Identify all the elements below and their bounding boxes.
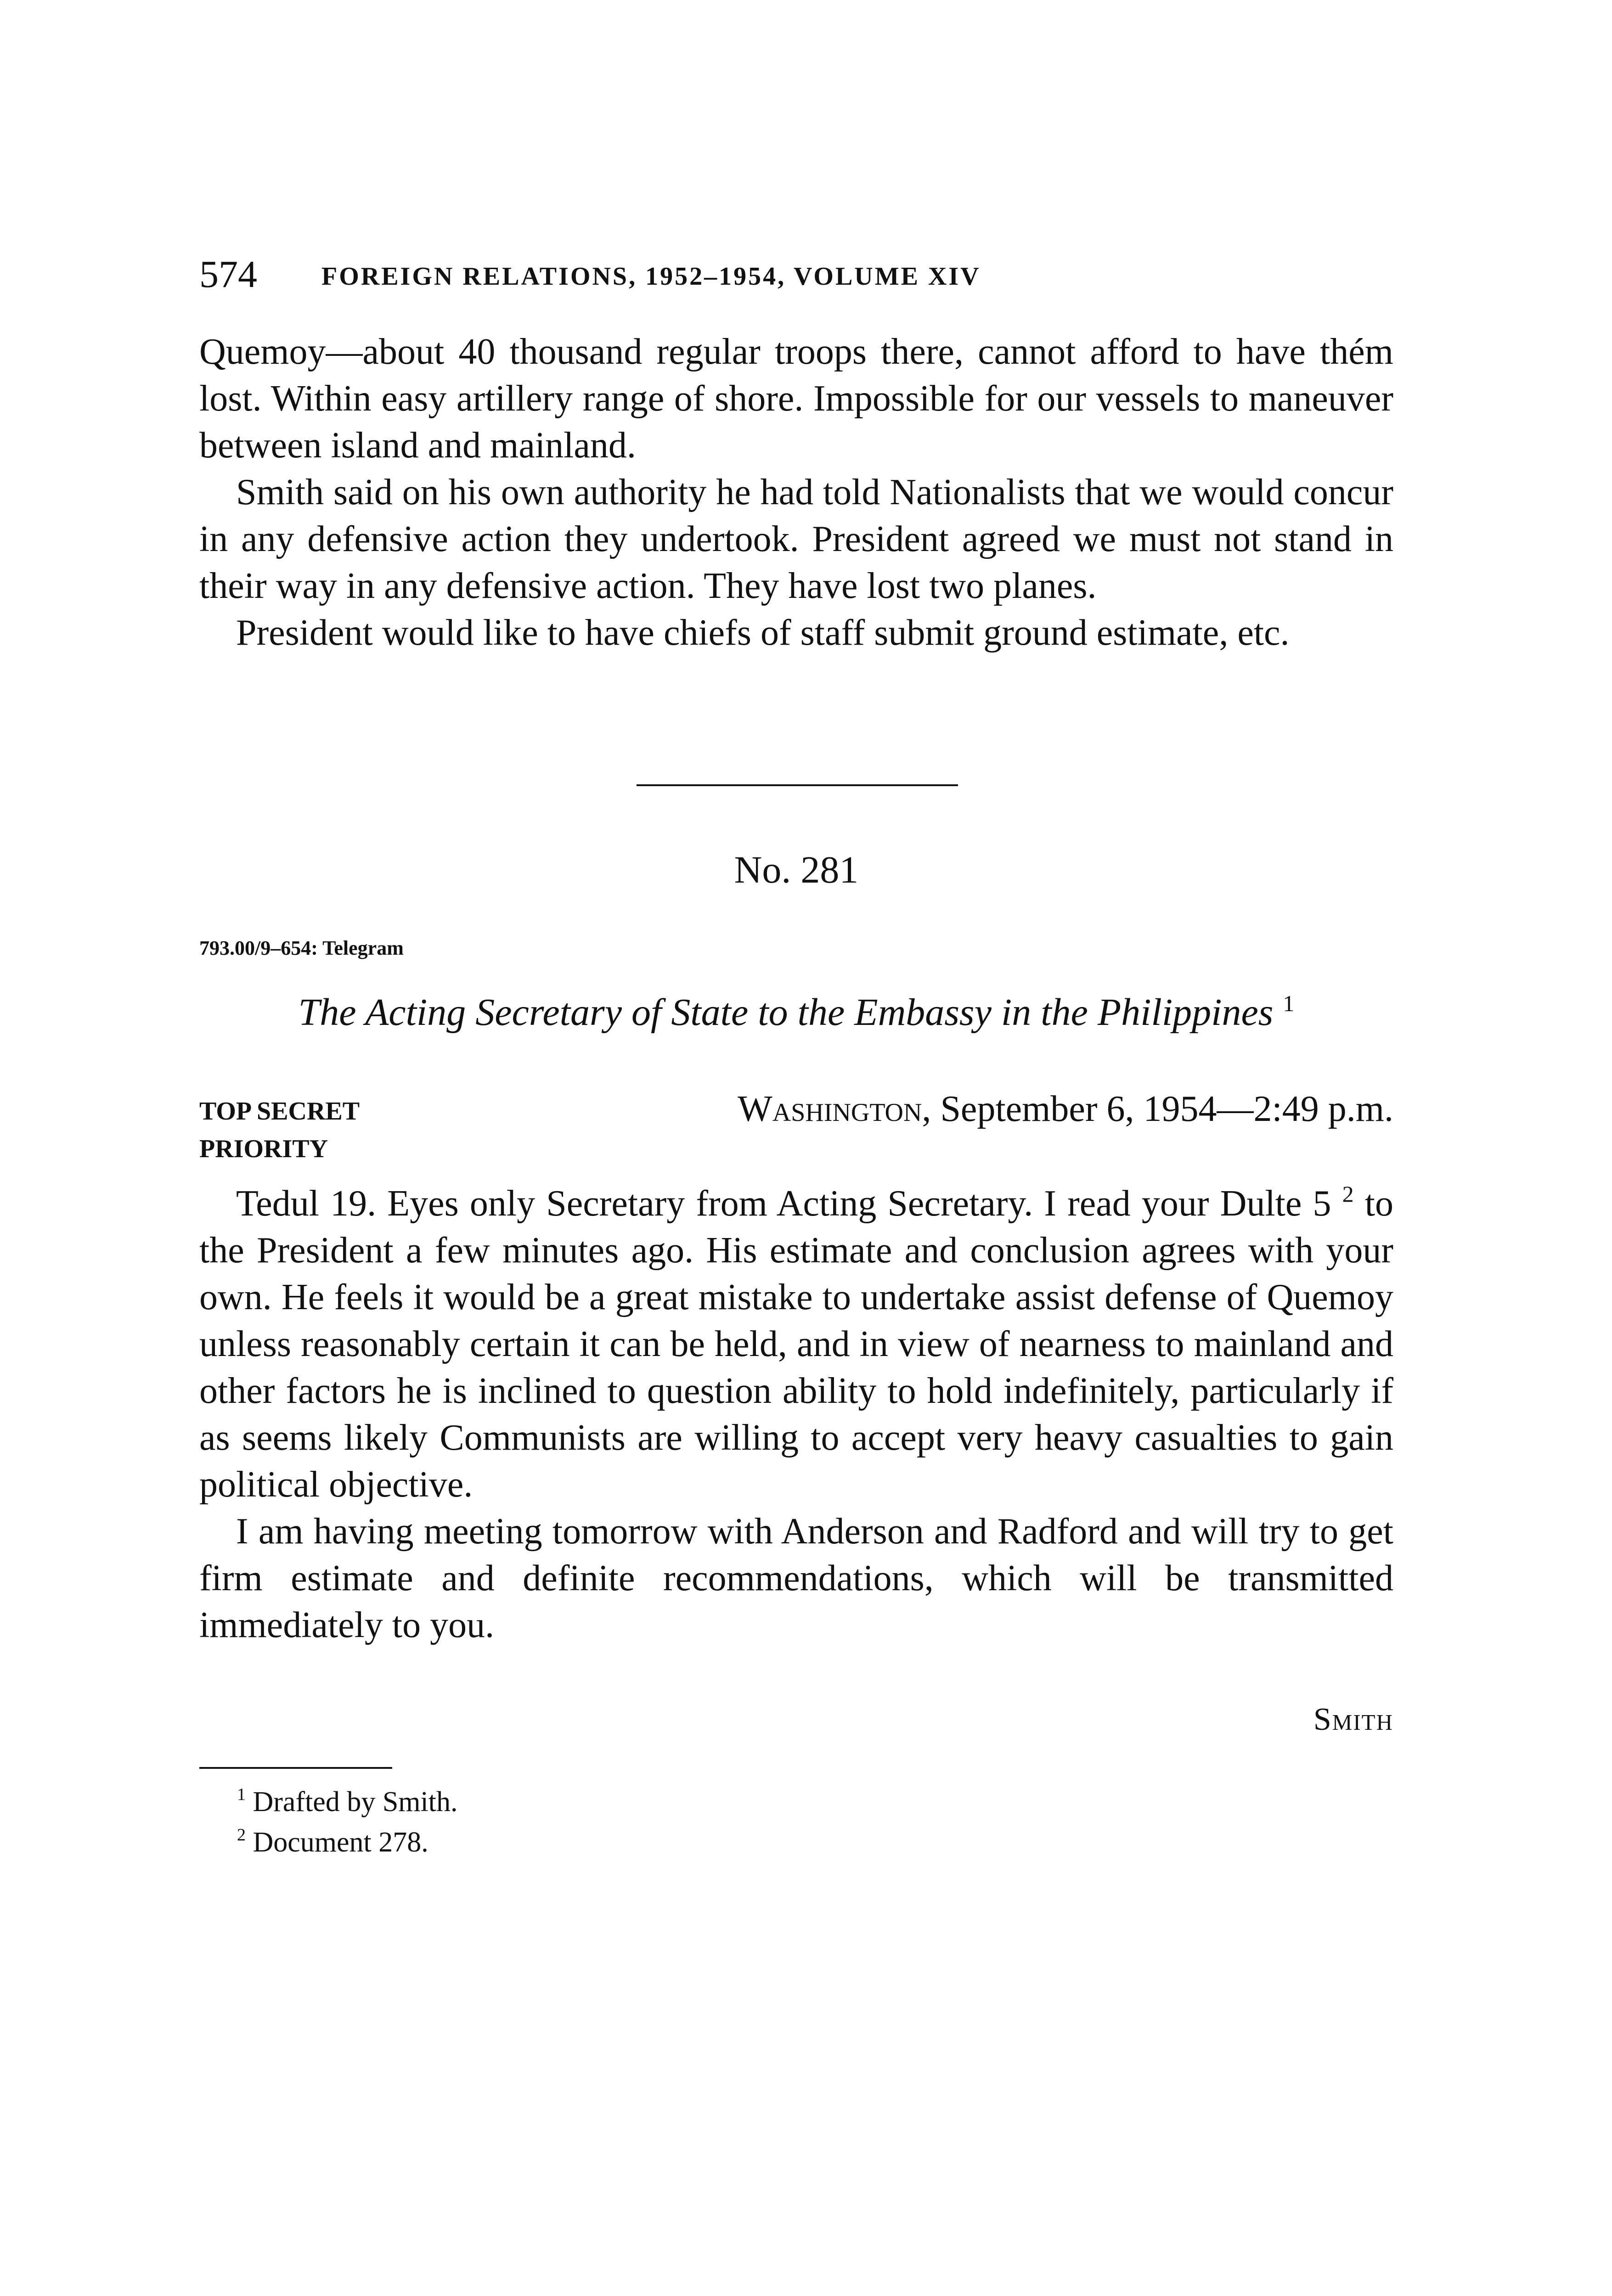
classification-label: TOP SECRET [199, 1097, 360, 1125]
continuation-paragraph: Quemoy—about 40 thousand regular troops there, cannot afford to have thém lost. Within easy artillery range of shore. Impossible for our vessels to maneuver between island and mainland. [199, 332, 1393, 466]
signature: Smith [1313, 1702, 1393, 1737]
document-heading-text: The Acting Secretary of State to the Embassy in the Philippines [298, 991, 1274, 1034]
telegram-text: Tedul 19. Eyes only Secretary from Acting Secretary. I read your Dulte 5 [236, 1183, 1331, 1224]
telegram-paragraph [199, 1180, 1393, 1508]
dateline-date: September 6, 1954—2:49 p.m. [940, 1089, 1393, 1129]
footnotes [237, 1782, 458, 1863]
document-page [199, 0, 1393, 2296]
telegram-paragraph: I am having meeting tomorrow with Anderson and Radford and will try to get firm estimate and definite recommendations, which will be transmitted immediately to you. [199, 1511, 1393, 1645]
continuation-paragraph: Smith said on his own authority he had told Nationalists that we would concur in any defensive action they undertook. President agreed we must not stand in their way in any defensive action. They have lost two planes. [199, 472, 1393, 606]
footnote-ref: 1 [1283, 990, 1295, 1016]
section-divider [637, 784, 958, 786]
footnote-text: Document 278. [253, 1827, 428, 1858]
precedence-label: PRIORITY [199, 1135, 328, 1163]
continuation-text [199, 328, 1393, 656]
running-head [199, 252, 1393, 298]
footnote-mark: 2 [237, 1825, 246, 1845]
telegram-body [199, 1180, 1393, 1649]
telegram-text: to the President a few minutes ago. His estimate and conclusion agrees with your own. He feels it would be a great mistake to undertake assist defense of Quemoy unless reasonably certain it can be held, and in view of nearness to mainland and other factors he is inclined to question ability to hold indefinitely, particularly if as seems likely Communists are willing to accept very heavy casualties to gain political objective. [199, 1183, 1394, 1505]
running-title: FOREIGN RELATIONS, 1952–1954, VOLUME XIV [321, 262, 981, 291]
footnote-ref: 2 [1342, 1181, 1354, 1207]
document-heading [199, 987, 1393, 1038]
document-number: No. 281 [734, 849, 859, 891]
footnote [237, 1782, 458, 1822]
dateline [738, 1086, 1393, 1132]
page-number: 574 [199, 253, 257, 296]
footnote [237, 1822, 458, 1863]
continuation-paragraph: President would like to have chiefs of staff submit ground estimate, etc. [236, 613, 1290, 653]
dateline-place: Washington, [738, 1089, 931, 1129]
footnote-text: Drafted by Smith. [253, 1786, 458, 1818]
footnote-mark: 1 [237, 1785, 246, 1804]
footnote-divider [199, 1767, 392, 1769]
source-note: 793.00/9–654: Telegram [199, 937, 404, 959]
